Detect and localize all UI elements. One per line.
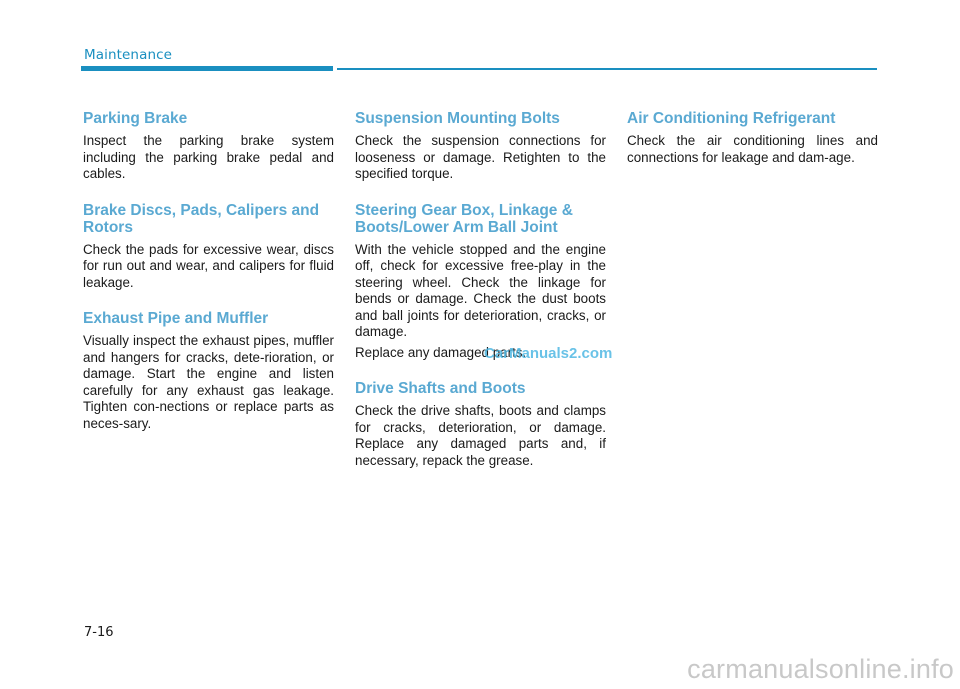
section-steering-gear — [355, 202, 606, 362]
section-paragraph: With the vehicle stopped and the engine off, check for excessive free-play in the steering wheel. Check the linkage for bends or damage. Check the dust boots and ball joints for deterioration, cracks, or damage. — [355, 241, 606, 339]
section-drive-shafts — [355, 380, 606, 469]
section-brake-discs — [83, 202, 334, 292]
section-parking-brake — [83, 110, 334, 183]
section-title: Air Conditioning Refrigerant — [627, 110, 836, 127]
section-exhaust-pipe — [83, 310, 334, 432]
section-paragraph: Visually inspect the exhaust pipes, muffler and hangers for cracks, dete-rioration, or damage. Start the engine and listen carefully for any exhaust gas leakage. Tighten con-nections or replace parts as neces-sary. — [83, 333, 334, 431]
section-paragraph: Replace any damaged parts. — [355, 344, 527, 360]
column-3 — [627, 110, 878, 185]
section-air-conditioning — [627, 110, 878, 166]
section-paragraph: Inspect the parking brake system including the parking brake pedal and cables. — [83, 133, 334, 181]
header-rule-thick — [81, 66, 333, 71]
column-2 — [355, 110, 606, 488]
watermark-link[interactable]: CarManuals2.com — [484, 345, 613, 362]
section-paragraph: Check the air conditioning lines and connections for leakage and dam-age. — [627, 133, 878, 165]
section-title: Parking Brake — [83, 110, 188, 127]
section-header: Maintenance — [84, 47, 173, 63]
section-title: Steering Gear Box, Linkage & Boots/Lower Arm Ball Joint — [355, 201, 573, 236]
section-title: Suspension Mounting Bolts — [355, 110, 560, 127]
header-rule-thin — [337, 68, 877, 70]
section-paragraph: Check the pads for excessive wear, discs for run out and wear, and calipers for fluid leakage. — [83, 241, 334, 290]
section-paragraph: Check the suspension connections for looseness or damage. Retighten to the specified torque. — [355, 133, 606, 181]
section-suspension-bolts — [355, 110, 606, 183]
section-title: Brake Discs, Pads, Calipers and Rotors — [83, 201, 320, 236]
section-paragraph: Check the drive shafts, boots and clamps for cracks, deterioration, or damage. Replace any damaged parts and, if necessary, repack the grease. — [355, 403, 606, 468]
section-title: Drive Shafts and Boots — [355, 380, 526, 397]
column-1 — [83, 110, 334, 451]
footer-watermark: carmanualsonline.info — [687, 654, 954, 684]
page-number: 7-16 — [84, 625, 114, 640]
section-title: Exhaust Pipe and Muffler — [83, 310, 269, 327]
